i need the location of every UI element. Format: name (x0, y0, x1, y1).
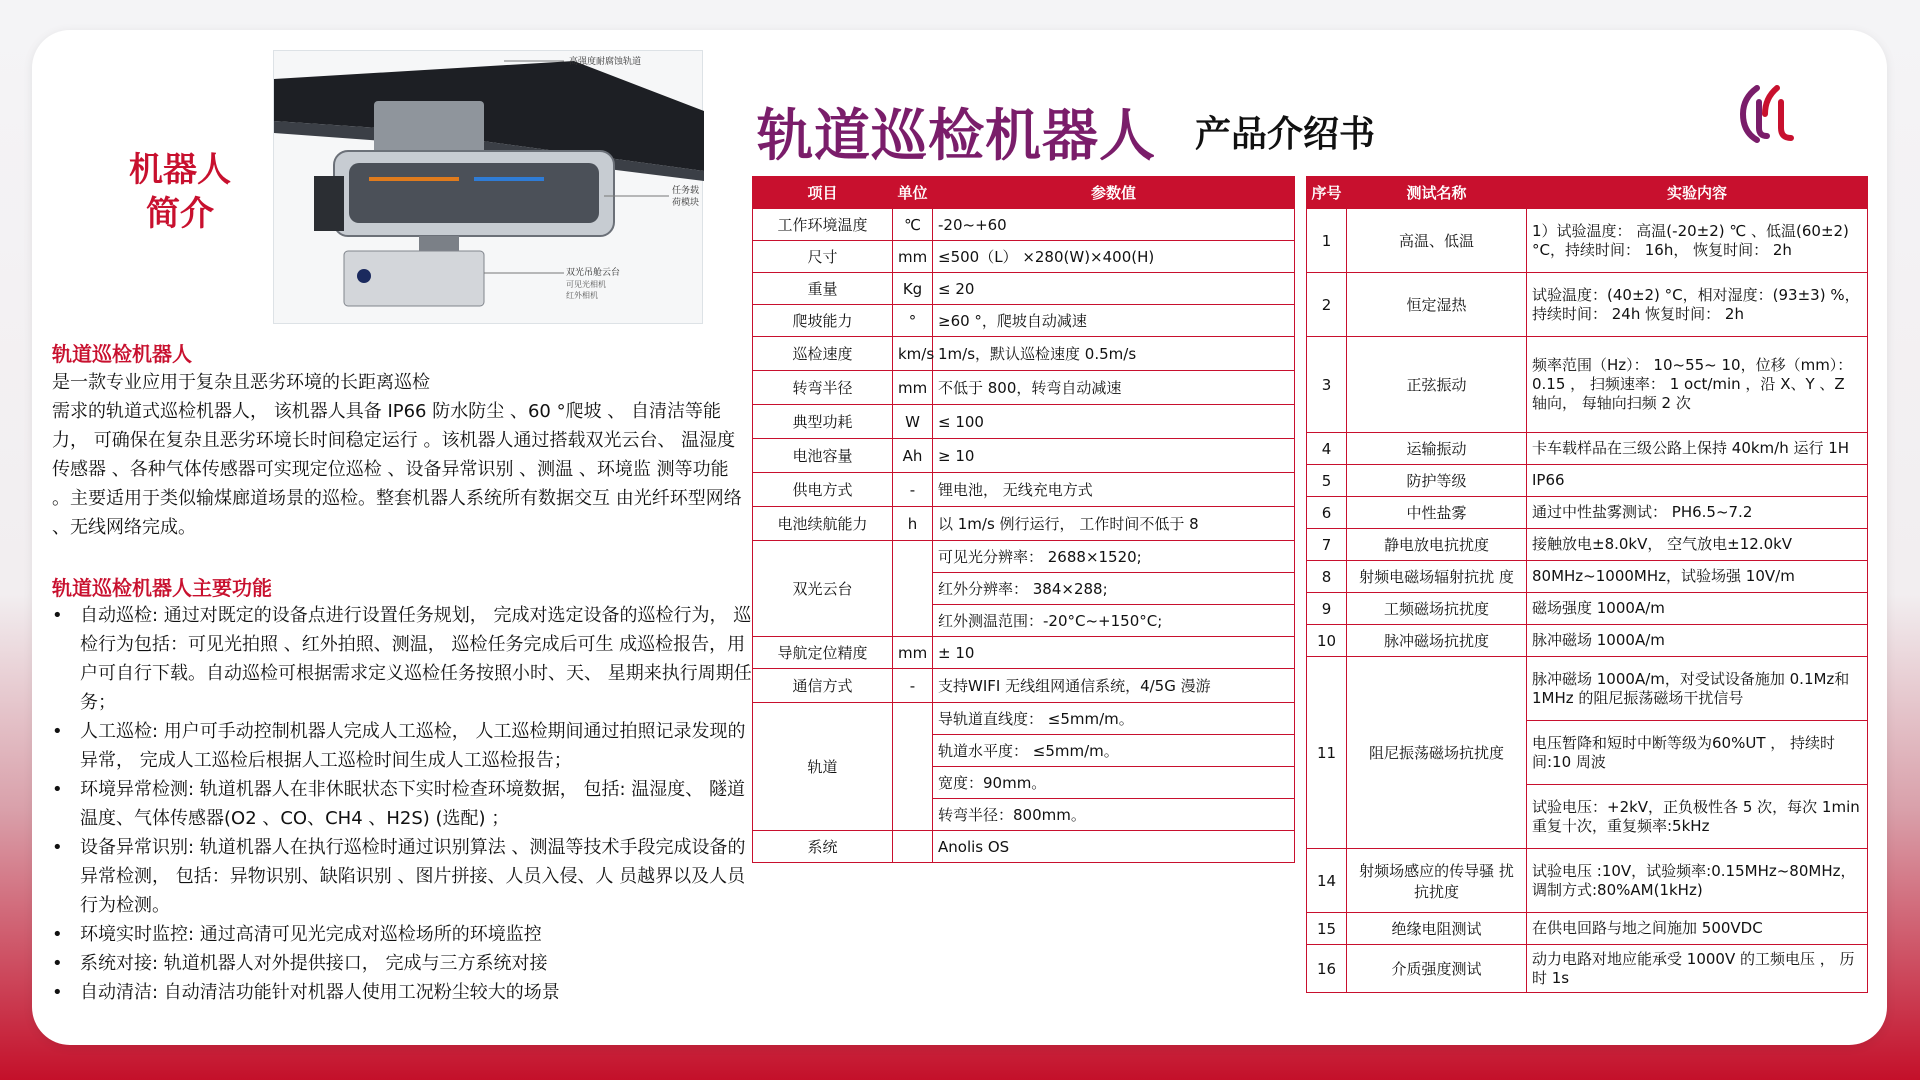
test-name: 运输振动 (1347, 433, 1527, 465)
test-content: 电压暂降和短时中断等级为60%UT ， 持续时间:10 周波 (1527, 721, 1868, 785)
spec-row (753, 337, 1295, 371)
test-name: 阻尼振荡磁场抗扰度 (1347, 657, 1527, 849)
spec-item: 电池容量 (753, 439, 893, 473)
spec-item: 通信方式 (753, 669, 893, 703)
spec-unit: km/s (893, 337, 933, 371)
spec-unit (893, 703, 933, 831)
test-no: 5 (1307, 465, 1347, 497)
spec-item: 重量 (753, 273, 893, 305)
test-name: 工频磁场抗扰度 (1347, 593, 1527, 625)
test-row (1307, 913, 1868, 945)
function-item: • 自动清洁: 自动清洁功能针对机器人使用工况粉尘较大的场景 (52, 978, 752, 1007)
spec-row (753, 507, 1295, 541)
callout-gimbal: 双光吊舱云台 (566, 268, 621, 278)
spec-item: 双光云台 (753, 541, 893, 637)
test-content: 脉冲磁场 1000A/m (1527, 625, 1868, 657)
function-item: • 自动巡检: 通过对既定的设备点进行设置任务规划， 完成对选定设备的巡检行为， 巡检行为包括：可见光拍照 、红外拍照、测温， 巡检任务完成后可生 成巡检报告，用户可自行下载。自动巡检可根据需求定义巡检任务按照小时、天、 星期来执行周期任务； (52, 601, 752, 717)
spec-row (753, 637, 1295, 669)
spec-unit (893, 541, 933, 637)
test-name: 绝缘电阻测试 (1347, 913, 1527, 945)
test-content: 脉冲磁场 1000A/m，对受试设备施加 0.1Mz和 1MHz 的阻尼振荡磁场干扰信号 (1527, 657, 1868, 721)
spec-value: 以 1m/s 例行运行， 工作时间不低于 8 (933, 507, 1295, 541)
callout-module-1: 任务载 (672, 186, 700, 196)
test-row (1307, 849, 1868, 913)
test-content: 在供电回路与地之间施加 500VDC (1527, 913, 1868, 945)
spec-value: 支持WIFI 无线组网通信系统，4/5G 漫游 (933, 669, 1295, 703)
test-no: 11 (1307, 657, 1347, 849)
test-name: 射频电磁场辐射抗扰 度 (1347, 561, 1527, 593)
test-header-name: 测试名称 (1347, 177, 1527, 209)
spec-row (753, 473, 1295, 507)
spec-item: 导航定位精度 (753, 637, 893, 669)
spec-value: 锂电池， 无线充电方式 (933, 473, 1295, 507)
spec-item: 工作环境温度 (753, 209, 893, 241)
test-content: 1）试验温度： 高温(-20±2) ℃ 、低温(60±2) °C，持续时间： 16h， 恢复时间： 2h (1527, 209, 1868, 273)
spec-unit (893, 831, 933, 863)
function-item: • 设备异常识别: 轨道机器人在执行巡检时通过识别算法 、测温等技术手段完成设备的异常检测， 包括：异物识别、缺陷识别 、图片拼接、人员入侵、人 员越界以及人员行为检测。 (52, 833, 752, 920)
test-content: 通过中性盐雾测试： PH6.5~7.2 (1527, 497, 1868, 529)
spec-value: ≥ 10 (933, 439, 1295, 473)
test-row (1307, 497, 1868, 529)
test-no: 16 (1307, 945, 1347, 993)
test-row (1307, 625, 1868, 657)
test-content: 试验电压：+2kV，正负极性各 5 次，每次 1min 重复十次，重复频率:5kHz (1527, 785, 1868, 849)
test-no: 10 (1307, 625, 1347, 657)
test-content: 卡车载样品在三级公路上保持 40km/h 运行 1H (1527, 433, 1868, 465)
test-table (1306, 176, 1868, 993)
test-name: 高温、低温 (1347, 209, 1527, 273)
spec-unit: ℃ (893, 209, 933, 241)
test-content: IP66 (1527, 465, 1868, 497)
test-no: 3 (1307, 337, 1347, 433)
spec-value: ≤ 20 (933, 273, 1295, 305)
test-name: 介质强度测试 (1347, 945, 1527, 993)
function-item: • 系统对接: 轨道机器人对外提供接口， 完成与三方系统对接 (52, 949, 752, 978)
spec-value: 不低于 800，转弯自动减速 (933, 371, 1295, 405)
test-header-content: 实验内容 (1527, 177, 1868, 209)
spec-value: 轨道水平度： ≤5mm/m。 (933, 735, 1295, 767)
page-subtitle: 产品介绍书 (1195, 114, 1376, 155)
test-no: 7 (1307, 529, 1347, 561)
brand-logo-icon (1735, 80, 1795, 150)
spec-unit: - (893, 669, 933, 703)
spec-unit: mm (893, 371, 933, 405)
intro-body (52, 368, 742, 542)
test-content: 80MHz~1000MHz，试验场强 10V/m (1527, 561, 1868, 593)
test-row (1307, 945, 1868, 993)
intro-body-text: 是一款专业应用于复杂且恶劣环境的长距离巡检 需求的轨道式巡检机器人， 该机器人具备 IP66 防水防尘 、60 °爬坡 、 自清洁等能力， 可确保在复杂且恶劣环境长时间稳定运行 。该机器人通过搭载双光云台、 温湿度传感器 、各种气体传感器可实现定位巡检 、设备异常识别 、测温 、环境监 测等功能 。主要适用于类似输煤廊道场景的巡检。整套机器人系统所有数据交互 由光纤环型网络 、无线网络完成。 (52, 372, 742, 538)
spec-unit: ° (893, 305, 933, 337)
test-no: 2 (1307, 273, 1347, 337)
spec-row (753, 209, 1295, 241)
spec-unit: Ah (893, 439, 933, 473)
spec-value: 红外分辨率： 384×288; (933, 573, 1295, 605)
spec-value: ± 10 (933, 637, 1295, 669)
spec-value: 宽度：90mm。 (933, 767, 1295, 799)
callout-gimbal-sub2: 红外相机 (566, 291, 598, 300)
spec-item: 典型功耗 (753, 405, 893, 439)
spec-item: 爬坡能力 (753, 305, 893, 337)
test-name: 射频场感应的传导骚 扰抗扰度 (1347, 849, 1527, 913)
test-row (1307, 593, 1868, 625)
robot-image (274, 51, 704, 325)
spec-value: 转弯半径：800mm。 (933, 799, 1295, 831)
test-content: 动力电路对地应能承受 1000V 的工频电压 ， 历时 1s (1527, 945, 1868, 993)
spec-unit: mm (893, 241, 933, 273)
spec-item: 尺寸 (753, 241, 893, 273)
test-no: 9 (1307, 593, 1347, 625)
test-name: 防护等级 (1347, 465, 1527, 497)
test-name: 恒定湿热 (1347, 273, 1527, 337)
spec-unit: W (893, 405, 933, 439)
spec-row (753, 541, 1295, 573)
spec-row (753, 241, 1295, 273)
test-name: 正弦振动 (1347, 337, 1527, 433)
page-title: 轨道巡检机器人 (757, 104, 1156, 169)
robot-photo (273, 50, 703, 324)
spec-row (753, 703, 1295, 735)
callout-gimbal-sub1: 可见光相机 (566, 280, 606, 289)
spec-header-unit: 单位 (893, 177, 933, 209)
spec-value: 1m/s，默认巡检速度 0.5m/s (933, 337, 1295, 371)
spec-row (753, 305, 1295, 337)
spec-item: 系统 (753, 831, 893, 863)
test-header-no: 序号 (1307, 177, 1347, 209)
test-content: 频率范围（Hz）： 10~55~ 10，位移（mm）： 0.15 ， 扫频速率： 1 oct/min ，沿 X、Y 、Z 轴向， 每轴向扫频 2 次 (1527, 337, 1868, 433)
test-no: 1 (1307, 209, 1347, 273)
spec-header-item: 项目 (753, 177, 893, 209)
test-row (1307, 529, 1868, 561)
test-no: 8 (1307, 561, 1347, 593)
functions-list (52, 601, 752, 1007)
test-content: 试验温度：(40±2) °C，相对湿度：(93±3) %，持续时间： 24h 恢复时间： 2h (1527, 273, 1868, 337)
test-row (1307, 657, 1868, 721)
spec-value: 红外测温范围：-20°C~+150°C; (933, 605, 1295, 637)
test-name: 中性盐雾 (1347, 497, 1527, 529)
test-no: 6 (1307, 497, 1347, 529)
function-item: • 环境实时监控: 通过高清可见光完成对巡检场所的环境监控 (52, 920, 752, 949)
spec-row (753, 371, 1295, 405)
spec-row (753, 273, 1295, 305)
spec-value: 导轨道直线度： ≤5mm/m。 (933, 703, 1295, 735)
test-content: 磁场强度 1000A/m (1527, 593, 1868, 625)
test-row (1307, 273, 1868, 337)
test-no: 4 (1307, 433, 1347, 465)
test-row (1307, 209, 1868, 273)
intro-section-title: 机器人 简介 (129, 150, 231, 234)
spec-unit: Kg (893, 273, 933, 305)
intro-heading: 轨道巡检机器人 (52, 342, 192, 366)
spec-value: 可见光分辨率： 2688×1520; (933, 541, 1295, 573)
spec-unit: mm (893, 637, 933, 669)
test-row (1307, 561, 1868, 593)
function-item: • 人工巡检: 用户可手动控制机器人完成人工巡检， 人工巡检期间通过拍照记录发现的异常， 完成人工巡检后根据人工巡检时间生成人工巡检报告； (52, 717, 752, 775)
spec-value: Anolis OS (933, 831, 1295, 863)
test-row (1307, 465, 1868, 497)
test-no: 15 (1307, 913, 1347, 945)
spec-row (753, 831, 1295, 863)
spec-item: 供电方式 (753, 473, 893, 507)
test-no: 14 (1307, 849, 1347, 913)
spec-value: -20~+60 (933, 209, 1295, 241)
functions-heading: 轨道巡检机器人主要功能 (52, 576, 272, 600)
spec-header-value: 参数值 (933, 177, 1295, 209)
test-row (1307, 337, 1868, 433)
test-name: 静电放电抗扰度 (1347, 529, 1527, 561)
spec-unit: - (893, 473, 933, 507)
spec-unit: h (893, 507, 933, 541)
test-row (1307, 433, 1868, 465)
test-content: 接触放电±8.0kV， 空气放电±12.0kV (1527, 529, 1868, 561)
spec-item: 巡检速度 (753, 337, 893, 371)
spec-value: ≤500（L） ×280(W)×400(H) (933, 241, 1295, 273)
spec-table (752, 176, 1295, 863)
spec-item: 转弯半径 (753, 371, 893, 405)
spec-item: 电池续航能力 (753, 507, 893, 541)
callout-rail: 高强度耐腐蚀轨道 (569, 57, 642, 67)
spec-row (753, 439, 1295, 473)
spec-value: ≤ 100 (933, 405, 1295, 439)
test-name: 脉冲磁场抗扰度 (1347, 625, 1527, 657)
spec-row (753, 405, 1295, 439)
spec-item: 轨道 (753, 703, 893, 831)
function-item: • 环境异常检测: 轨道机器人在非休眠状态下实时检查环境数据， 包括: 温湿度、 隧道温度、气体传感器(O2 、CO、CH4 、H2S) (选配) ； (52, 775, 752, 833)
test-content: 试验电压 :10V，试验频率:0.15MHz~80MHz，调制方式:80%AM(1kHz) (1527, 849, 1868, 913)
spec-row (753, 669, 1295, 703)
spec-value: ≥60 °，爬坡自动减速 (933, 305, 1295, 337)
callout-module-2: 荷模块 (672, 198, 700, 208)
